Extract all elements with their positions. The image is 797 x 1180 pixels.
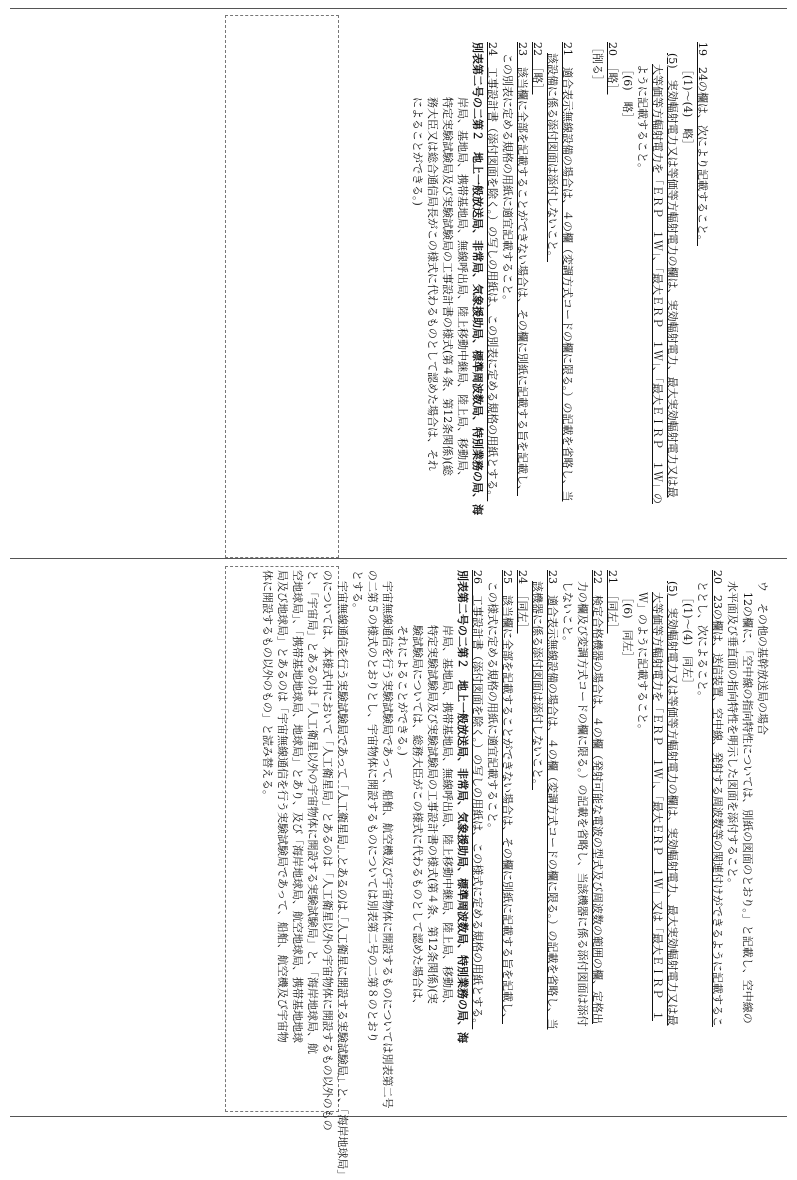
item-19-subitems-1-4: ［(1)〜(4) 略］ bbox=[681, 64, 694, 151]
item-20-line2: ととし、次によること。 bbox=[696, 581, 709, 702]
form-title-line5: によることができる。) bbox=[411, 97, 424, 206]
note-line2: の二第５の様式のとおりとし、宇宙物体に開設するものについては別表第二号の二第８のとおり bbox=[366, 570, 379, 1043]
note-line7: 空地球局」、「携帯基地地球局、地球局」とあり、及び「海岸地球局、航空地球局、携帯基地地球 bbox=[291, 570, 304, 1043]
item-22-line3: しないこと。 bbox=[561, 581, 574, 647]
item-19-5-line3: ように記載すること。 bbox=[636, 64, 649, 174]
item-21: 21 ［同左］ bbox=[606, 570, 619, 634]
item-22-line1: 22 検定合格機器の場合は、４の欄（発射可能な電波の型式及び周波数の範囲の欄、定格出 bbox=[591, 570, 604, 1024]
spacer bbox=[575, 42, 590, 562]
form-title-line2: 岸局、基地局、携帯基地局、無線呼出局、陸上移動中継局、陸上局、移動局、 bbox=[456, 97, 469, 482]
form-title-line1: 別表第二号の二第２ 地上一般放送局、非常局、気象援助局、標準周波数局、特別業務の局、海 bbox=[456, 570, 469, 1043]
item-24: 24 工事設計書（添付図面を除く。）の写しの用紙は、この別表に定める規格の用紙とする。 bbox=[486, 42, 499, 502]
item-23-line2: この別表に定める規格の用紙に適宜記載すること。 bbox=[501, 53, 514, 306]
note-line3: とする。 bbox=[351, 570, 364, 614]
item-25-line1: 25 該当欄に全部を記載することができない場合は、その欄に別紙に記載する旨を記載し、 bbox=[501, 570, 514, 1024]
item-19-6: ［(6) 略］ bbox=[621, 64, 634, 124]
form-title-line5: それによることができる。) bbox=[396, 625, 409, 756]
page-top-rule bbox=[10, 8, 787, 9]
item-20-6: ［(6) 同左］ bbox=[621, 592, 634, 663]
item-19-5-line2: 大等価等方輻射電力を「ＥＲＰ １Ｗ」、「最大ＥＲＰ １Ｗ」、「最大ＥＩＲＰ １Ｗ」の bbox=[651, 64, 664, 504]
item-21-line2: 該設備に係る添付図面は添付しないこと。 bbox=[546, 53, 559, 262]
item-22: 22 ［略］ bbox=[531, 42, 544, 95]
form-title-box bbox=[225, 15, 339, 558]
item-u-heading: ウ その他の基幹放送局の場合 bbox=[756, 581, 769, 735]
item-24: 24 ［同左］ bbox=[516, 570, 529, 634]
item-u-line1: 12の欄に、「空中線の指向特性については、別紙の図面のとおり。」と記載し、空中線の bbox=[741, 592, 754, 1024]
note-line6: と、「宇宙局」とあるのは「人工衛星以外の宇宙物体に開設する実験試験局」と、「海岸地球局、航 bbox=[306, 570, 319, 1054]
item-20-5-line3: Ｗ」のように記載すること。 bbox=[636, 592, 649, 735]
item-23-line2: 該機器に係る添付図面は添付しないこと。 bbox=[531, 581, 544, 790]
item-23-line1: 23 適合表示無線設備の場合は、４の欄（変調方式コードの欄に限る。）の記載を省略し、当 bbox=[546, 570, 559, 1030]
form-title-line4: 験試験局については、総務大臣がこの様式に代わるものとして認めた場合は、 bbox=[411, 625, 424, 1010]
form-title-line1: 別表第二号の二第２ 地上一般放送局、非常局、気象援助局、標準周波数局、特別業務の局、海 bbox=[471, 42, 484, 515]
new-text-rotated-block bbox=[260, 570, 770, 1180]
note-line8: 局及び地球局」とあるのは「宇宙無線通信を行う実験試験局であって、船舶、航空機及び宇宙物 bbox=[276, 570, 289, 1043]
item-20-line1: 20 23の欄は、送信装置、空中線、発射する周波数等の関連付けができるように記載するこ bbox=[711, 570, 724, 1027]
note-line5: のについては、本様式中において「人工衛星局」とあるのは「人工衛星以外の宇宙物体に開設するもの以外のもの bbox=[321, 570, 334, 1131]
old-text-panel bbox=[10, 12, 787, 556]
item-22-line2: 力の欄及び変調方式コードの欄に限る。）の記載を省略し、当該機器に係る添付図面は添付 bbox=[576, 581, 589, 1027]
form-title-line3: 特定実験試験局及び実験試験局の工事設計書の様式(第４条、第12条関係)(総 bbox=[441, 97, 454, 476]
item-21-line1: 21 適合表示無線設備の場合は、４の欄（変調方式コードの欄に限る。）の記載を省略し、当 bbox=[561, 42, 574, 502]
note-line9: 体に開設するもの以外のもの」と読み替える。 bbox=[261, 570, 274, 801]
note-line1: 宇宙無線通信を行う実験試験局であって、船舶、航空機及び宇宙物体に開設するものについては別表第二号 bbox=[381, 581, 394, 1109]
item-20-subitems-1-4: ［(1)〜(4) 同左］ bbox=[681, 592, 694, 690]
old-text-rotated-block bbox=[410, 42, 710, 562]
form-title-line4: 務大臣又は総合通信局長がこの様式に代わるものとして認めた場合は、それ bbox=[426, 97, 439, 471]
item-19-5-line1: (5) 実効輻射電力又は等価等方輻射電力の欄は、実効輻射電力、最大実効輻射電力又は最 bbox=[666, 53, 679, 498]
form-title-line2: 岸局、基地局、携帯基地局、無線呼出局、陸上移動中継局、陸上局、移動局、 bbox=[441, 625, 454, 1010]
new-text-panel bbox=[10, 562, 787, 1180]
item-20: 20 ［略］ bbox=[606, 42, 619, 95]
item-u-line2: 水平面及び垂直面の指向特性を明示した図面を添付すること。 bbox=[726, 581, 739, 889]
item-26: 26 工事設計書（添付図面を除く。）の写しの用紙は、この様式に定める規格の用紙とする。 bbox=[471, 570, 484, 1030]
note-line4: 宇宙無線通信を行う実験試験局であって「人工衛星局」とあるのは「人工衛星に開設する実験試験局」と、「海岸地球局」 bbox=[336, 581, 349, 1180]
form-title-line3: 特定実験試験局及び実験試験局の工事設計書の様式(第４条、第12条関係)(実 bbox=[426, 625, 439, 1004]
item-19: 19 24の欄は、次により記載すること。 bbox=[696, 42, 709, 246]
page-bottom-rule bbox=[10, 1116, 787, 1117]
deleted-mark: ［削る］ bbox=[591, 42, 604, 86]
item-25-line2: この様式に定める規格の用紙に適宜記載すること。 bbox=[486, 581, 499, 834]
item-23-line1: 23 該当欄に全部を記載することができない場合は、その欄に別紙に記載する旨を記載し、 bbox=[516, 42, 529, 496]
item-20-5-line2: 大等価等方輻射電力を「ＥＲＰ １Ｗ」、「最大ＥＲＰ １Ｗ」又は「最大ＥＩＲＰ １ bbox=[651, 592, 664, 1021]
item-20-5-line1: (5) 実効輻射電力又は等価等方輻射電力の欄は、実効輻射電力、最大実効輻射電力又は最 bbox=[666, 581, 679, 1026]
